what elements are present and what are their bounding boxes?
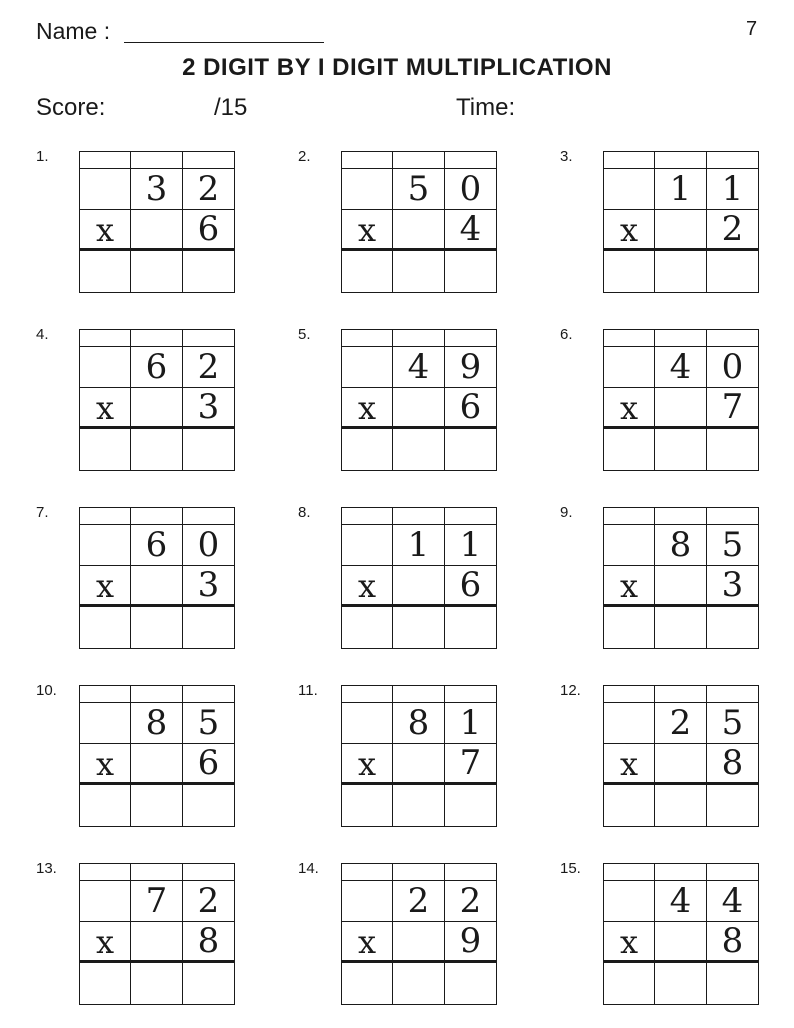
problem-3 [560,148,794,298]
empty-cell [80,347,131,388]
ones-digit: 5 [707,703,759,744]
carry-cell-ones[interactable] [445,152,497,169]
multiply-sign: x [604,388,655,429]
problem-number: 12. [560,682,581,699]
empty-cell [655,566,707,607]
empty-cell [131,566,183,607]
tens-digit: 4 [393,347,445,388]
multiplier-digit: 7 [445,744,497,785]
tens-digit: 7 [131,881,183,922]
empty-cell [655,210,707,251]
answer-cell-hundreds[interactable] [342,963,393,1005]
multiplier-digit: 8 [707,922,759,963]
carry-cell-hundreds[interactable] [80,686,131,703]
multiplication-grid [79,685,235,827]
ones-digit: 9 [445,347,497,388]
carry-cell-ones[interactable] [445,330,497,347]
empty-cell [655,744,707,785]
multiplier-digit: 4 [445,210,497,251]
answer-cell-ones[interactable] [183,963,235,1005]
answer-cell-ones[interactable] [707,429,759,471]
multiplier-digit: 3 [183,388,235,429]
empty-cell [80,169,131,210]
multiply-sign: x [342,210,393,251]
page-number: 7 [746,18,758,40]
multiply-sign: x [80,388,131,429]
carry-cell-hundreds[interactable] [342,864,393,881]
name-label: Name : [36,18,111,44]
carry-cell-tens[interactable] [393,152,445,169]
problem-13 [36,860,276,1010]
answer-cell-hundreds[interactable] [604,607,655,649]
multiplier-digit: 2 [707,210,759,251]
problem-15 [560,860,794,1010]
ones-digit: 1 [445,525,497,566]
ones-digit: 2 [183,347,235,388]
answer-cell-ones[interactable] [445,251,497,293]
problem-number: 5. [298,326,311,343]
answer-cell-tens[interactable] [655,963,707,1005]
empty-cell [655,388,707,429]
carry-cell-hundreds[interactable] [604,686,655,703]
problem-8 [298,504,538,654]
carry-cell-hundreds[interactable] [604,508,655,525]
empty-cell [393,210,445,251]
tens-digit: 6 [131,347,183,388]
carry-cell-tens[interactable] [131,864,183,881]
time-label: Time: [456,94,516,121]
answer-cell-hundreds[interactable] [604,429,655,471]
answer-cell-hundreds[interactable] [342,607,393,649]
carry-cell-hundreds[interactable] [80,508,131,525]
carry-cell-ones[interactable] [183,508,235,525]
carry-cell-ones[interactable] [445,508,497,525]
tens-digit: 1 [655,169,707,210]
multiplication-grid [341,329,497,471]
answer-cell-hundreds[interactable] [80,785,131,827]
answer-cell-hundreds[interactable] [80,251,131,293]
carry-cell-tens[interactable] [655,152,707,169]
carry-cell-ones[interactable] [707,864,759,881]
ones-digit: 5 [183,703,235,744]
multiply-sign: x [80,210,131,251]
answer-cell-hundreds[interactable] [604,785,655,827]
carry-cell-ones[interactable] [707,152,759,169]
multiply-sign: x [604,922,655,963]
answer-cell-ones[interactable] [445,963,497,1005]
problem-5 [298,326,538,476]
carry-cell-tens[interactable] [131,152,183,169]
multiplier-digit: 6 [183,210,235,251]
problem-6 [560,326,794,476]
problem-number: 9. [560,504,573,521]
answer-cell-tens[interactable] [131,963,183,1005]
multiply-sign: x [80,566,131,607]
answer-cell-hundreds[interactable] [80,429,131,471]
answer-cell-ones[interactable] [183,429,235,471]
score-label: Score: [36,94,106,121]
carry-cell-ones[interactable] [707,686,759,703]
answer-cell-tens[interactable] [655,251,707,293]
carry-cell-hundreds[interactable] [342,152,393,169]
ones-digit: 0 [183,525,235,566]
answer-cell-ones[interactable] [183,251,235,293]
ones-digit: 0 [707,347,759,388]
problem-2 [298,148,538,298]
answer-cell-ones[interactable] [707,785,759,827]
carry-cell-ones[interactable] [183,686,235,703]
problem-7 [36,504,276,654]
carry-cell-tens[interactable] [393,686,445,703]
answer-cell-tens[interactable] [393,963,445,1005]
multiply-sign: x [604,566,655,607]
answer-cell-tens[interactable] [131,429,183,471]
ones-digit: 5 [707,525,759,566]
carry-cell-hundreds[interactable] [80,152,131,169]
problem-number: 14. [298,860,319,877]
ones-digit: 2 [445,881,497,922]
carry-cell-hundreds[interactable] [80,864,131,881]
tens-digit: 8 [393,703,445,744]
carry-cell-hundreds[interactable] [342,508,393,525]
carry-cell-tens[interactable] [655,508,707,525]
empty-cell [604,347,655,388]
multiply-sign: x [342,566,393,607]
multiply-sign: x [604,744,655,785]
multiplication-grid [603,329,759,471]
multiply-sign: x [604,210,655,251]
tens-digit: 6 [131,525,183,566]
problem-number: 2. [298,148,311,165]
answer-cell-ones[interactable] [183,785,235,827]
problem-14 [298,860,538,1010]
tens-digit: 5 [393,169,445,210]
carry-cell-hundreds[interactable] [342,686,393,703]
empty-cell [342,169,393,210]
multiplication-grid [79,507,235,649]
answer-cell-tens[interactable] [131,251,183,293]
answer-cell-tens[interactable] [655,785,707,827]
multiply-sign: x [342,744,393,785]
multiplication-grid [341,151,497,293]
problem-number: 11. [298,682,318,699]
answer-cell-ones[interactable] [707,963,759,1005]
carry-cell-ones[interactable] [183,330,235,347]
carry-cell-ones[interactable] [707,330,759,347]
answer-cell-tens[interactable] [393,251,445,293]
answer-cell-hundreds[interactable] [342,785,393,827]
answer-cell-ones[interactable] [707,251,759,293]
problem-4 [36,326,276,476]
multiplication-grid [603,685,759,827]
carry-cell-ones[interactable] [183,864,235,881]
multiply-sign: x [80,922,131,963]
answer-cell-tens[interactable] [393,785,445,827]
answer-cell-hundreds[interactable] [80,607,131,649]
ones-digit: 2 [183,169,235,210]
empty-cell [393,388,445,429]
multiplier-digit: 7 [707,388,759,429]
problem-number: 1. [36,148,49,165]
multiplier-digit: 6 [183,744,235,785]
problem-9 [560,504,794,654]
ones-digit: 2 [183,881,235,922]
multiplier-digit: 6 [445,566,497,607]
carry-cell-hundreds[interactable] [604,330,655,347]
answer-cell-tens[interactable] [131,785,183,827]
empty-cell [604,169,655,210]
multiplication-grid [341,685,497,827]
multiplier-digit: 8 [707,744,759,785]
empty-cell [393,566,445,607]
multiplier-digit: 8 [183,922,235,963]
carry-cell-tens[interactable] [393,864,445,881]
multiply-sign: x [342,388,393,429]
multiplier-digit: 6 [445,388,497,429]
tens-digit: 2 [655,703,707,744]
carry-cell-tens[interactable] [655,330,707,347]
carry-cell-ones[interactable] [707,508,759,525]
carry-cell-tens[interactable] [655,864,707,881]
empty-cell [342,525,393,566]
empty-cell [342,881,393,922]
ones-digit: 1 [707,169,759,210]
empty-cell [604,881,655,922]
empty-cell [131,922,183,963]
multiplication-grid [603,507,759,649]
empty-cell [393,922,445,963]
carry-cell-hundreds[interactable] [342,330,393,347]
empty-cell [131,388,183,429]
empty-cell [80,703,131,744]
carry-cell-ones[interactable] [183,152,235,169]
tens-digit: 2 [393,881,445,922]
answer-cell-hundreds[interactable] [80,963,131,1005]
problem-11 [298,682,538,832]
multiplier-digit: 9 [445,922,497,963]
problem-number: 7. [36,504,49,521]
answer-cell-ones[interactable] [707,607,759,649]
problem-1 [36,148,276,298]
multiplication-grid [341,863,497,1005]
empty-cell [604,525,655,566]
answer-cell-hundreds[interactable] [342,429,393,471]
carry-cell-tens[interactable] [131,330,183,347]
multiplier-digit: 3 [707,566,759,607]
problem-number: 15. [560,860,581,877]
problem-number: 8. [298,504,311,521]
carry-cell-hundreds[interactable] [80,330,131,347]
carry-cell-tens[interactable] [655,686,707,703]
answer-cell-hundreds[interactable] [604,963,655,1005]
answer-cell-tens[interactable] [393,607,445,649]
answer-cell-tens[interactable] [131,607,183,649]
carry-cell-tens[interactable] [131,508,183,525]
empty-cell [342,347,393,388]
empty-cell [80,525,131,566]
multiply-sign: x [80,744,131,785]
score-total: /15 [214,94,248,121]
empty-cell [604,703,655,744]
ones-digit: 4 [707,881,759,922]
worksheet-title: 2 DIGIT BY I DIGIT MULTIPLICATION [182,54,612,81]
multiplication-grid [603,863,759,1005]
answer-cell-hundreds[interactable] [604,251,655,293]
problem-number: 6. [560,326,573,343]
tens-digit: 3 [131,169,183,210]
tens-digit: 8 [131,703,183,744]
carry-cell-ones[interactable] [445,686,497,703]
empty-cell [131,210,183,251]
answer-cell-tens[interactable] [655,429,707,471]
problem-number: 13. [36,860,57,877]
empty-cell [131,744,183,785]
empty-cell [655,922,707,963]
carry-cell-hundreds[interactable] [604,864,655,881]
ones-digit: 1 [445,703,497,744]
carry-cell-ones[interactable] [445,864,497,881]
multiplication-grid [341,507,497,649]
name-field-line[interactable] [124,42,324,43]
multiplication-grid [79,329,235,471]
problem-12 [560,682,794,832]
carry-cell-hundreds[interactable] [604,152,655,169]
multiplication-grid [79,863,235,1005]
problem-number: 4. [36,326,49,343]
tens-digit: 4 [655,881,707,922]
problem-number: 10. [36,682,57,699]
empty-cell [393,744,445,785]
tens-digit: 4 [655,347,707,388]
multiply-sign: x [342,922,393,963]
multiplier-digit: 3 [183,566,235,607]
carry-cell-tens[interactable] [131,686,183,703]
multiplication-grid [603,151,759,293]
carry-cell-tens[interactable] [393,508,445,525]
answer-cell-tens[interactable] [655,607,707,649]
answer-cell-ones[interactable] [445,607,497,649]
ones-digit: 0 [445,169,497,210]
tens-digit: 8 [655,525,707,566]
carry-cell-tens[interactable] [393,330,445,347]
problem-10 [36,682,276,832]
answer-cell-ones[interactable] [445,785,497,827]
multiplication-grid [79,151,235,293]
problem-number: 3. [560,148,573,165]
tens-digit: 1 [393,525,445,566]
answer-cell-tens[interactable] [393,429,445,471]
answer-cell-ones[interactable] [183,607,235,649]
empty-cell [342,703,393,744]
answer-cell-ones[interactable] [445,429,497,471]
answer-cell-hundreds[interactable] [342,251,393,293]
empty-cell [80,881,131,922]
